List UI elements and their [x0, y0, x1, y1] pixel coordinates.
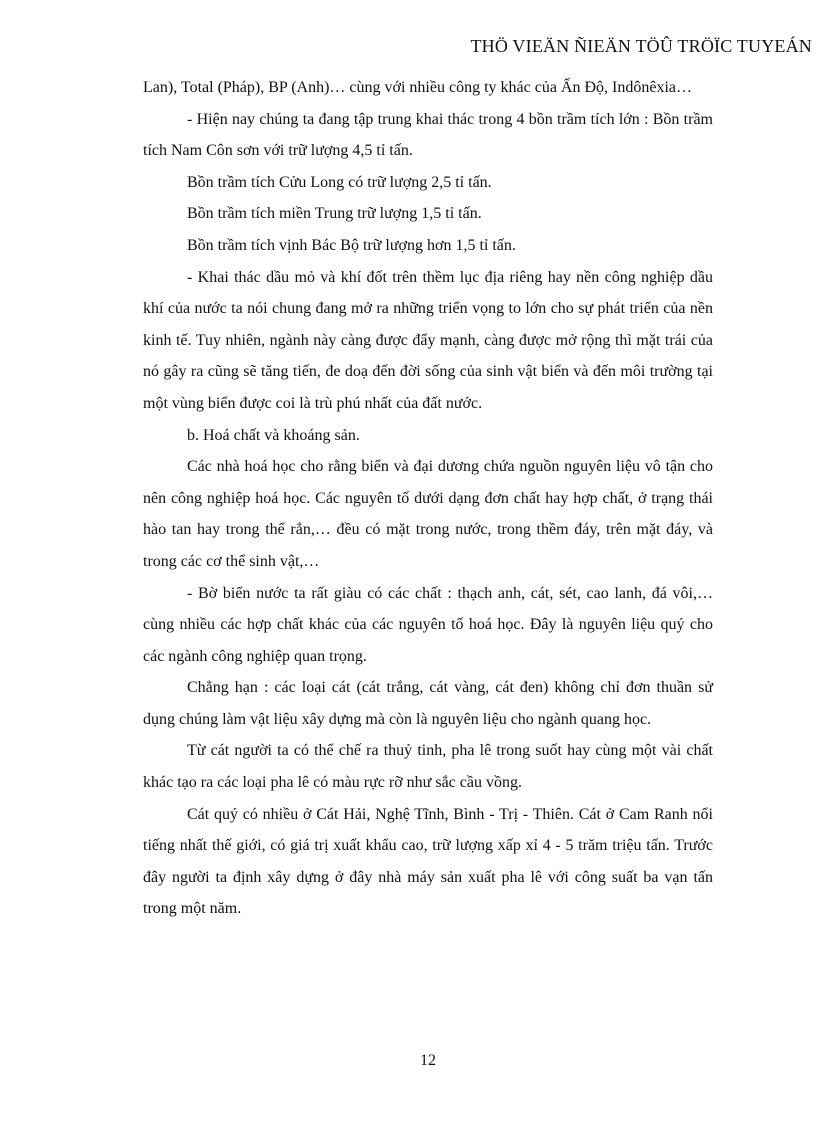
paragraph-glass-crystal: Từ cát người ta có thể chế ra thuỷ tinh, pha lê trong suốt hay cùng một vài chất khác tạo ra các loại pha lê có màu rực rỡ như sắc cầu vồng. — [143, 742, 713, 792]
paragraph-oil-basins-intro: - Hiện nay chúng ta đang tập trung khai thác trong 4 bồn trầm tích lớn : Bồn trầm tích Nam Côn sơn với trữ lượng 4,5 tỉ tấn. — [143, 110, 713, 160]
page-header-title: THÖ VIEÄN ÑIEÄN TÖÛ TRÖÏC TUYEÁN — [470, 36, 812, 56]
paragraph-coast-resources: - Bờ biển nước ta rất giàu có các chất : thạch anh, cát, sét, cao lanh, đá vôi,… cùng nhiều các hợp chất khác của các nguyên tố hoá học. Đây là nguyên liệu quý cho các ngành công nghiệp quan trọng. — [143, 584, 713, 665]
paragraph-sand-types: Chẳng hạn : các loại cát (cát trắng, cát vàng, cát đen) không chỉ đơn thuần sử dụng chúng làm vật liệu xây dựng mà còn là nguyên liệu cho ngành quang học. — [143, 679, 713, 728]
paragraph-chemists: Các nhà hoá học cho rằng biển và đại dương chứa nguồn nguyên liệu vô tận cho nên công nghiệp hoá học. Các nguyên tố dưới dạng đơn chất hay hợp chất, ở trạng thái hào tan hay trong thể rắn,… đều có mặt trong nước, trong thềm đáy, trên mặt đáy, và trong các cơ thể sinh vật,… — [143, 458, 713, 570]
paragraph-oil-gas-impact: - Khai thác dầu mỏ và khí đốt trên thềm lục địa riêng hay nền công nghiệp dầu khí của nước ta nói chung đang mở ra những triển vọng to lớn cho sự phát triển của nền kinh tế. Tuy nhiên, ngành này càng được đẩy mạnh, càng được mở rộng thì mặt trái của nó gây ra cũng sẽ tăng tiến, đe doạ đến đời sống của sinh vật biển và đến môi trường tại một vùng biển được coi là trù phú nhất của đất nước. — [143, 268, 713, 412]
paragraph-cuu-long-basin: Bồn trầm tích Cửu Long có trữ lượng 2,5 tỉ tấn. — [187, 173, 492, 191]
paragraph-continuation: Lan), Total (Pháp), BP (Anh)… cùng với nhiều công ty khác của Ấn Độ, Indônêxia… — [143, 79, 692, 96]
paragraph-central-basin: Bồn trầm tích miền Trung trữ lượng 1,5 tỉ tấn. — [187, 205, 482, 223]
paragraph-precious-sand: Cát quý có nhiều ở Cát Hải, Nghệ Tĩnh, Bình - Trị - Thiên. Cát ở Cam Ranh nổi tiếng nhất thế giới, có giá trị xuất khẩu cao, trữ lượng xấp xỉ 4 - 5 trăm triệu tấn. Trước đây người ta định xây dựng ở đây nhà máy sản xuất pha lê với công suất ba vạn tấn trong một năm. — [143, 805, 713, 918]
document-body — [143, 72, 713, 925]
section-heading-chemicals-minerals: b. Hoá chất và khoáng sản. — [187, 426, 360, 444]
paragraph-gulf-basin: Bồn trầm tích vịnh Bác Bộ trữ lượng hơn 1,5 tỉ tấn. — [187, 236, 516, 254]
page-number: 12 — [420, 1052, 436, 1069]
